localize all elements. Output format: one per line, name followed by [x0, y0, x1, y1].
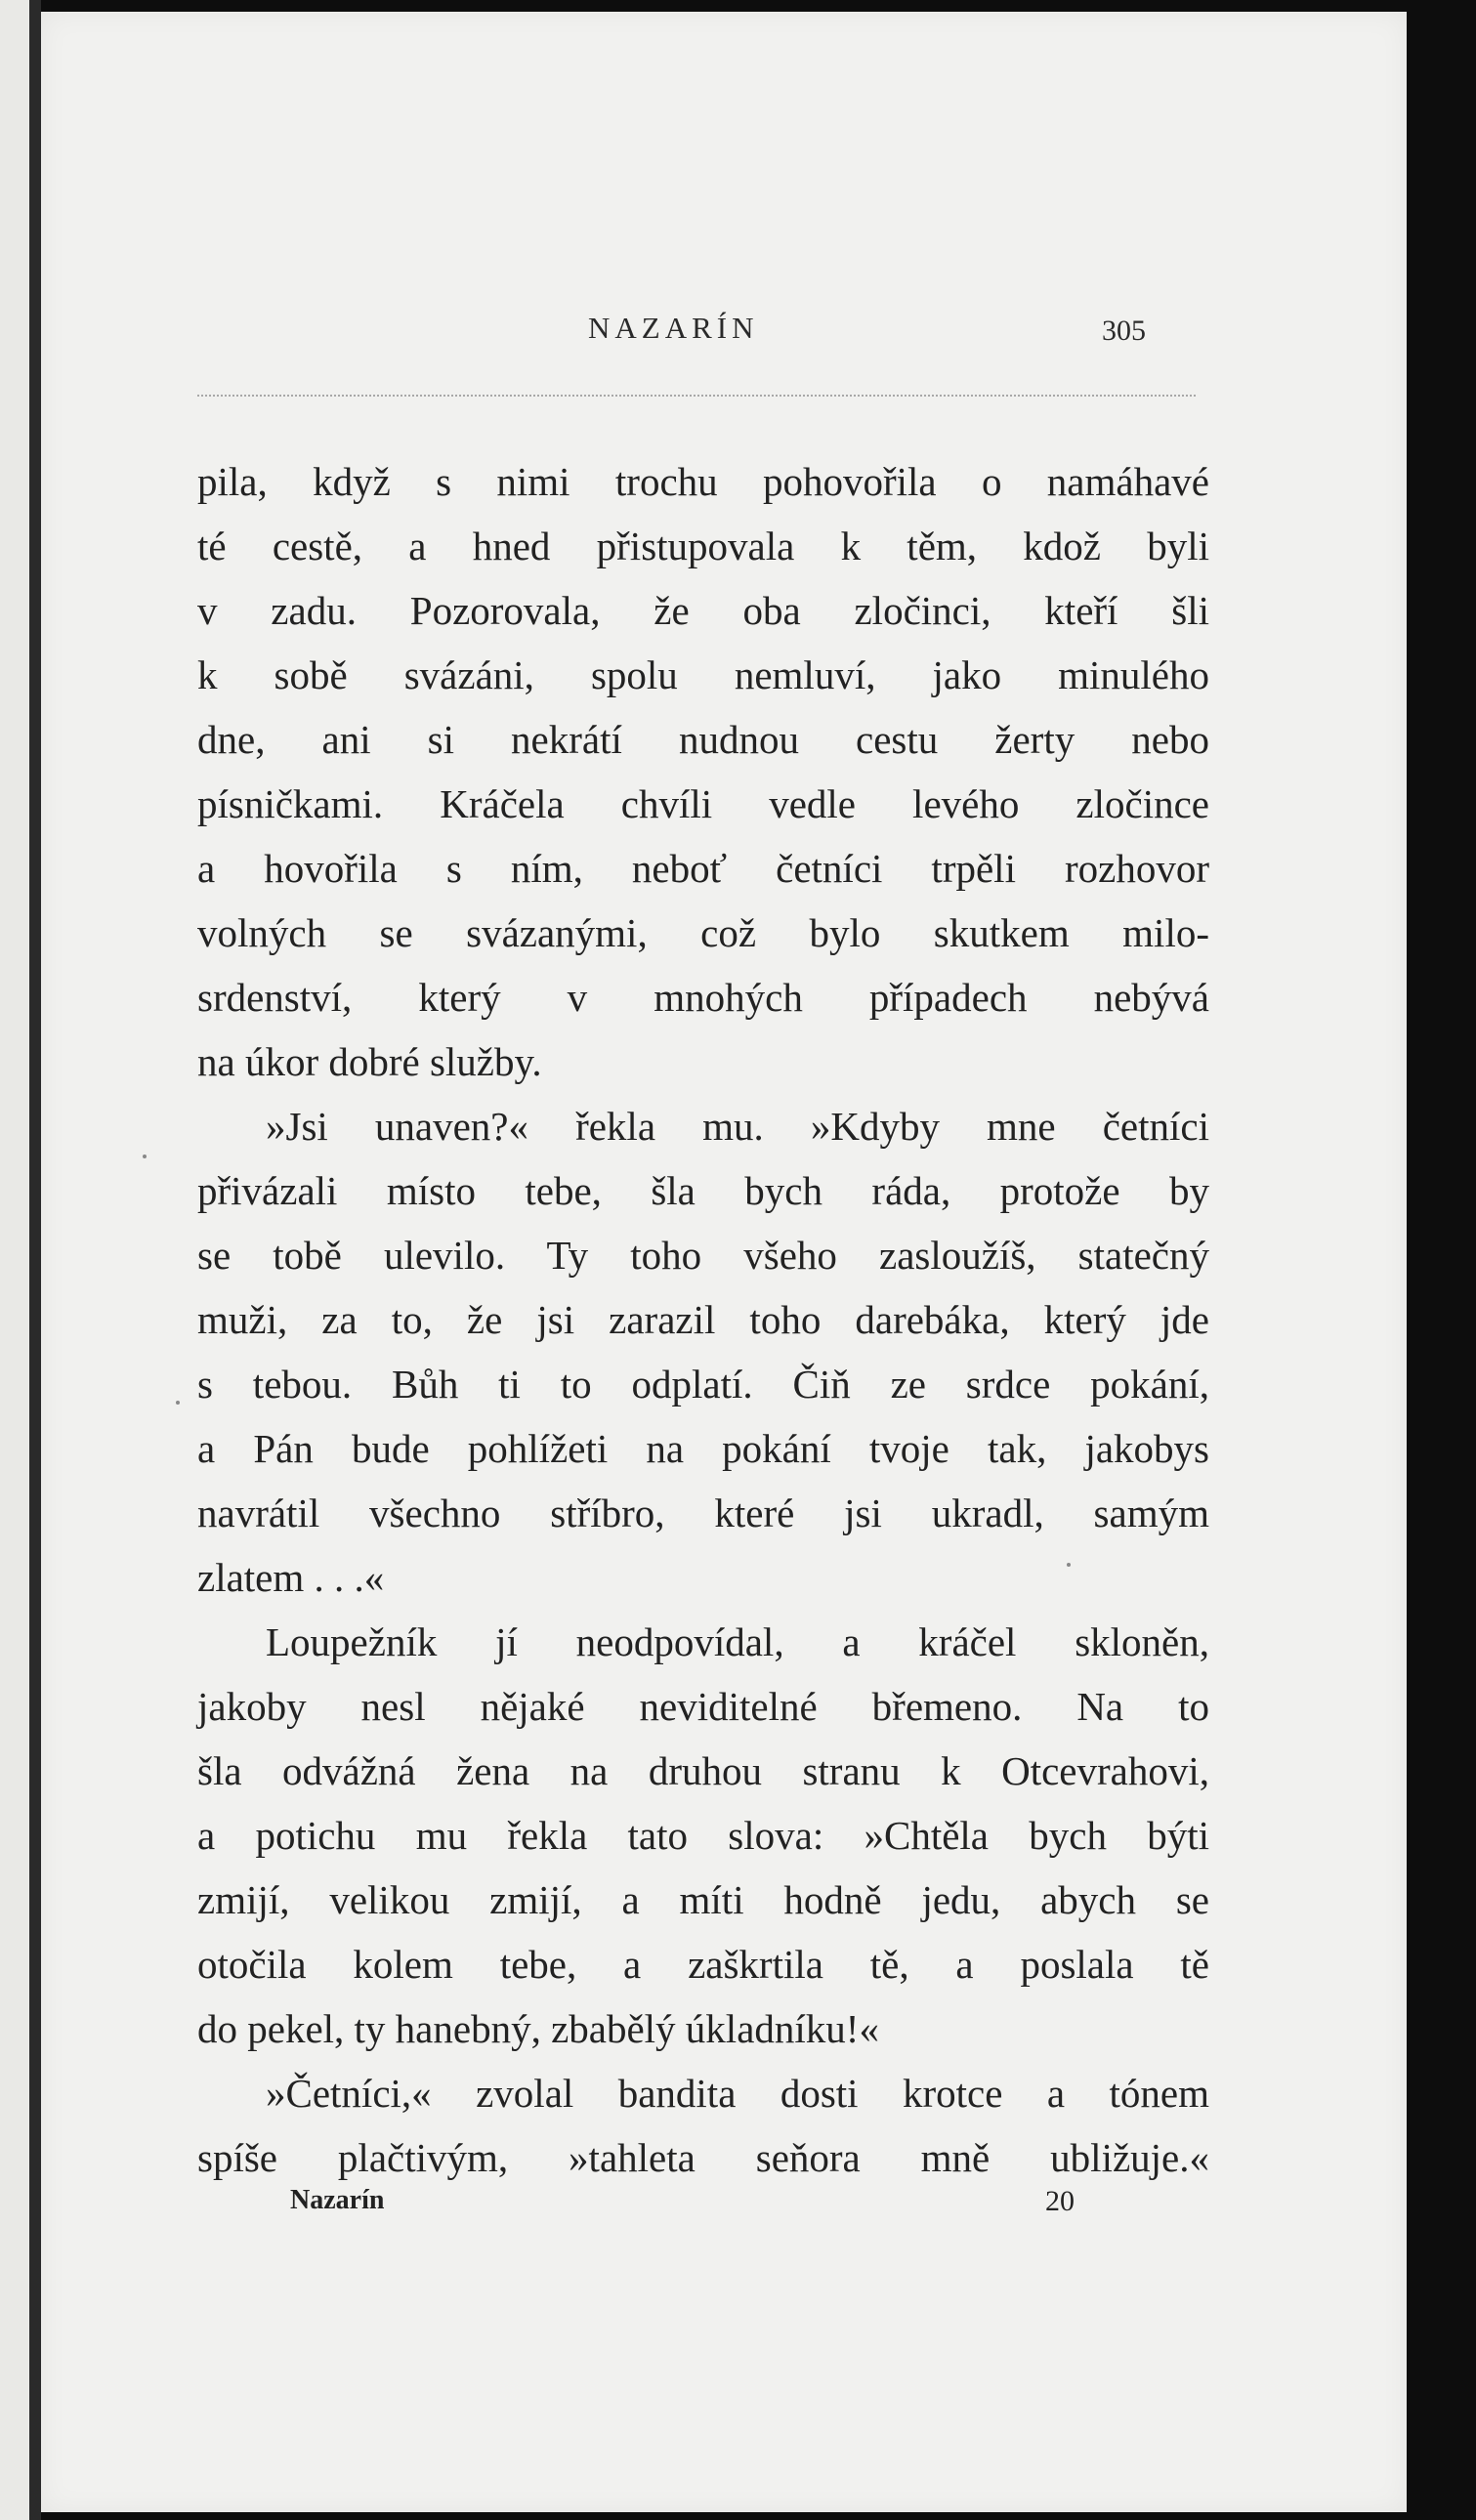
text-line: zmijí, velikou zmijí, a míti hodně jedu, abych se	[197, 1877, 1209, 1922]
page-header	[41, 305, 1407, 373]
text-line: k sobě svázáni, spolu nemluví, jako minulého	[197, 652, 1209, 697]
text-line: »Četníci,« zvolal bandita dosti krotce a tónem	[266, 2071, 1209, 2116]
text-line: písničkami. Kráčela chvíli vedle levého zločince	[197, 781, 1209, 826]
running-title: NAZARÍN	[588, 311, 759, 345]
text-line: a hovořila s ním, neboť četníci trpěli rozhovor	[197, 846, 1209, 891]
text-line: Loupežník jí neodpovídal, a kráčel skloněn,	[266, 1619, 1209, 1664]
text-line: se tobě ulevilo. Ty toho všeho zasloužíš, statečný	[197, 1233, 1209, 1278]
text-line: zlatem . . .«	[197, 1555, 385, 1600]
text-line: a Pán bude pohlížeti na pokání tvoje tak, jakobys	[197, 1426, 1209, 1471]
text-line: šla odvážná žena na druhou stranu k Otcevrahovi,	[197, 1748, 1209, 1793]
text-line: »Jsi unaven?« řekla mu. »Kdyby mne četníci	[266, 1104, 1209, 1149]
text-line: v zadu. Pozorovala, že oba zločinci, kteří šli	[197, 588, 1209, 633]
text-line: do pekel, ty hanebný, zbabělý úkladníku!«	[197, 2006, 879, 2051]
gutter-shadow	[29, 0, 41, 2520]
page-footer	[41, 2185, 1407, 2234]
book-page	[41, 12, 1407, 2512]
text-line: dne, ani si nekrátí nudnou cestu žerty nebo	[197, 717, 1209, 762]
paper-speck	[176, 1401, 180, 1405]
page-number: 305	[1102, 315, 1146, 347]
text-line: té cestě, a hned přistupovala k těm, kdož byli	[197, 524, 1209, 568]
text-line: volných se svázanými, což bylo skutkem milo-	[197, 910, 1209, 955]
text-line: pila, když s nimi trochu pohovořila o namáhavé	[197, 459, 1209, 504]
paper-speck	[143, 1155, 147, 1158]
body-text	[197, 449, 1209, 2190]
text-line: otočila kolem tebe, a zaškrtila tě, a poslala tě	[197, 1942, 1209, 1987]
paper-speck	[1067, 1563, 1071, 1567]
text-line: srdenství, který v mnohých případech nebývá	[197, 975, 1209, 1020]
text-line: na úkor dobré služby.	[197, 1039, 542, 1084]
adjacent-page-edge	[0, 0, 29, 2520]
text-line: s tebou. Bůh ti to odplatí. Čiň ze srdce pokání,	[197, 1362, 1209, 1407]
text-line: navrátil všechno stříbro, které jsi ukradl, samým	[197, 1491, 1209, 1535]
text-line: spíše plačtivým, »tahleta seňora mně ubližuje.«	[197, 2135, 1209, 2180]
signature-mark: Nazarín	[290, 2185, 385, 2215]
text-line: muži, za to, že jsi zarazil toho darebáka, který jde	[197, 1297, 1209, 1342]
text-line: přivázali místo tebe, šla bych ráda, protože by	[197, 1168, 1209, 1213]
header-rule	[197, 395, 1196, 397]
text-line: a potichu mu řekla tato slova: »Chtěla bych býti	[197, 1813, 1209, 1858]
signature-number: 20	[1045, 2185, 1075, 2217]
text-line: jakoby nesl nějaké neviditelné břemeno. Na to	[197, 1684, 1209, 1729]
